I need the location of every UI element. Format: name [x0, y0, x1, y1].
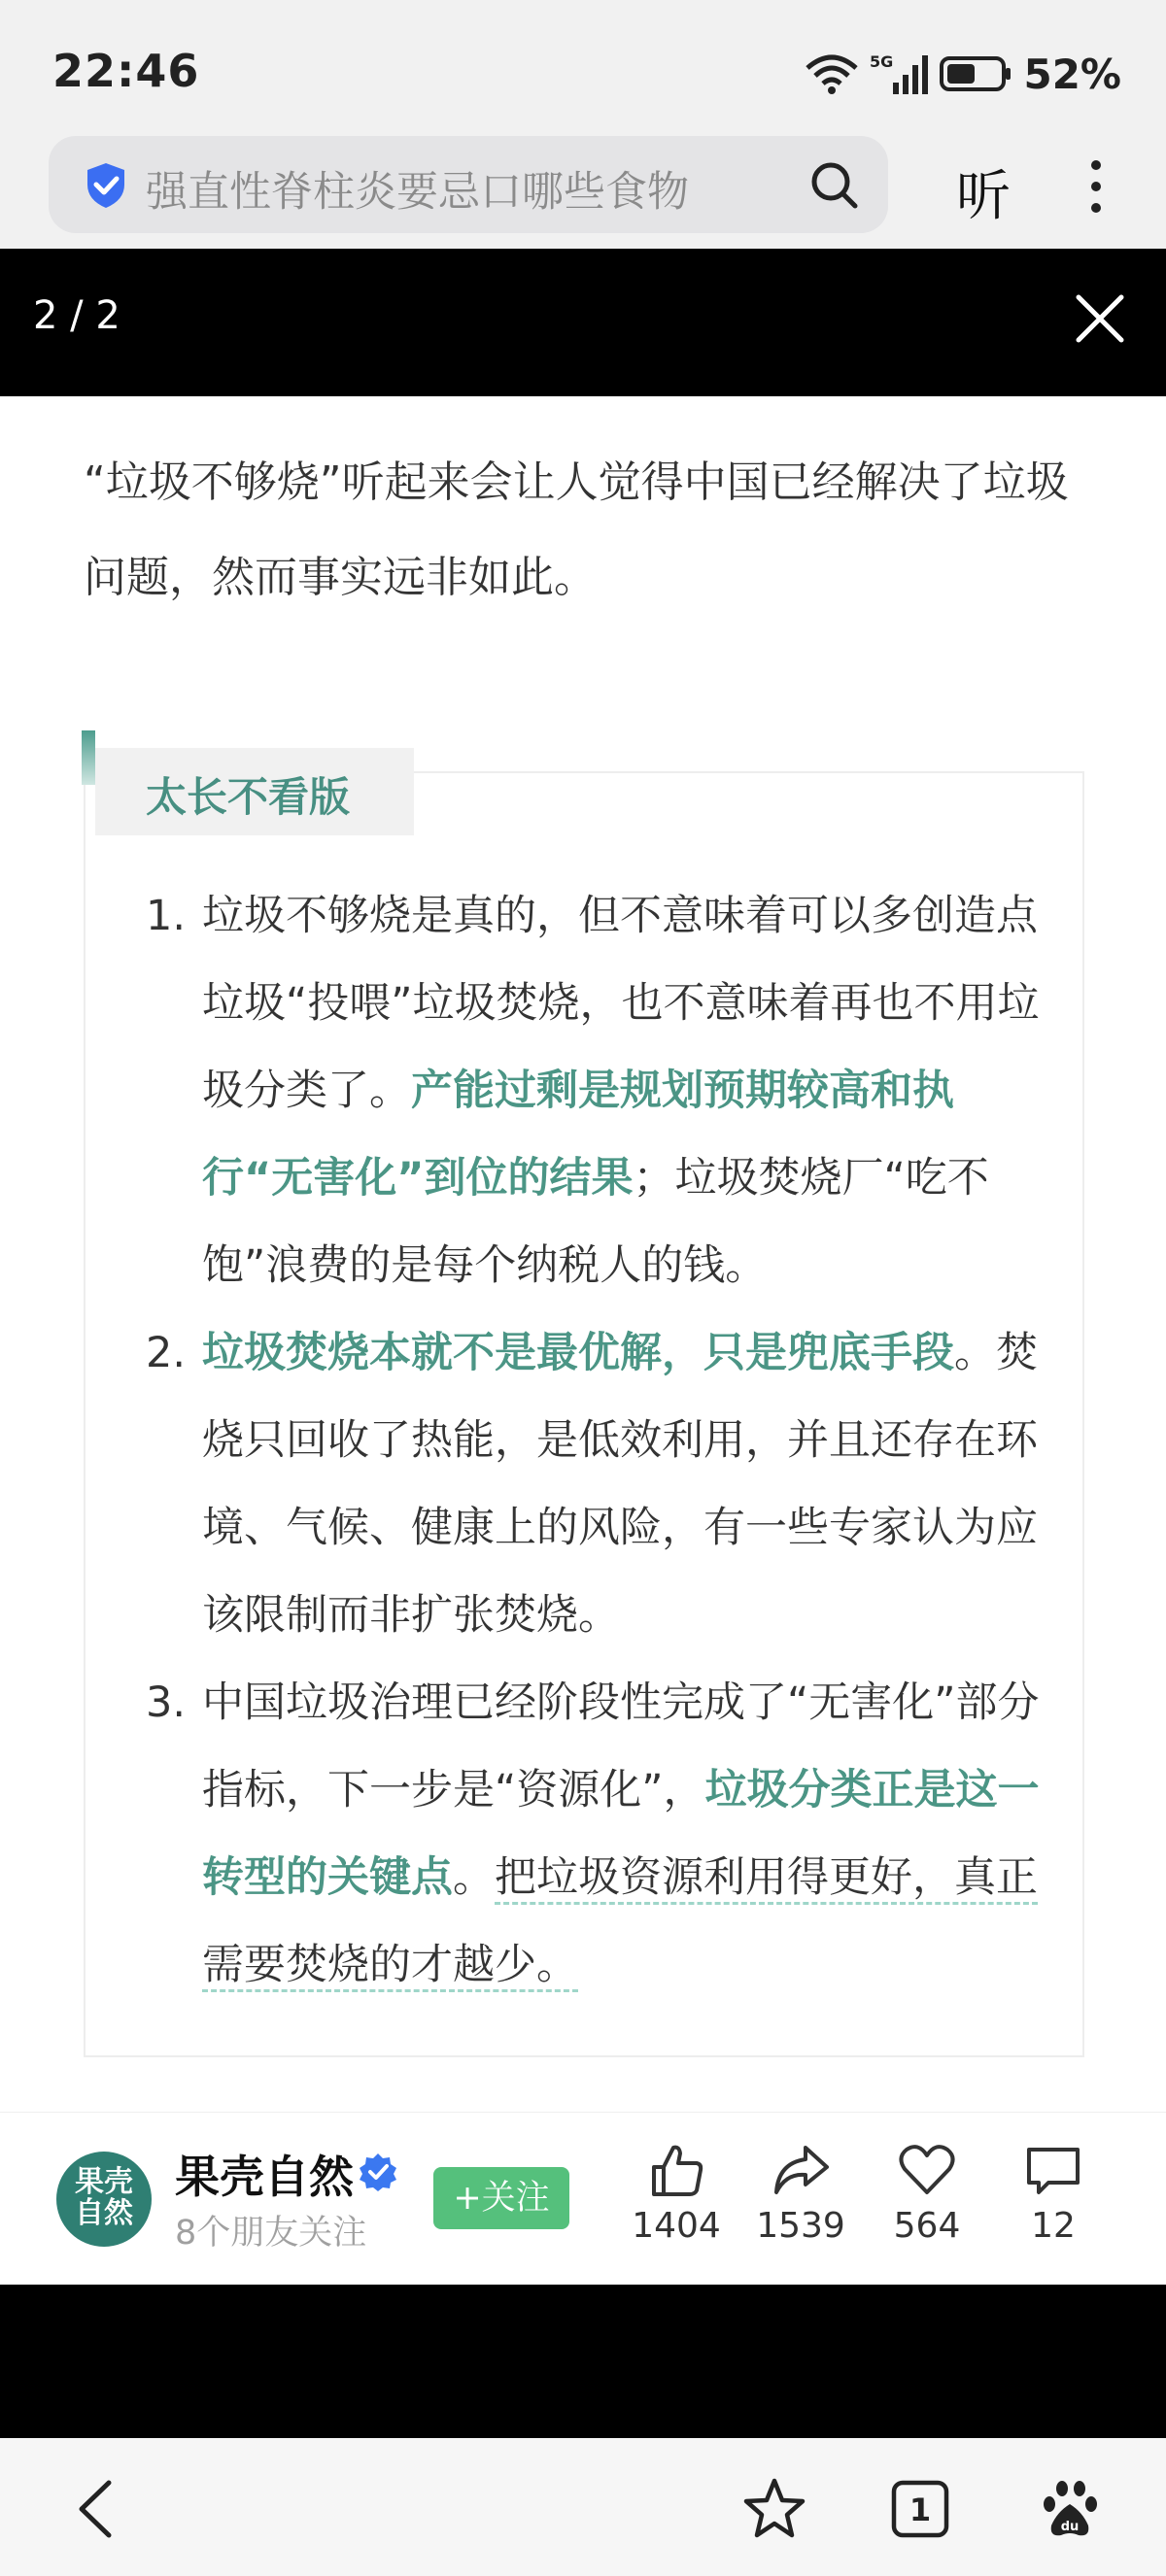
verified-badge-icon — [358, 2152, 398, 2192]
list-item — [146, 1659, 1040, 2009]
summary-list — [146, 872, 1040, 2009]
viewer-bottom-area — [0, 2285, 1166, 2438]
list-item-number: 2. — [146, 1329, 187, 1377]
status-icons — [804, 47, 1121, 101]
comment-button[interactable] — [1005, 2140, 1102, 2246]
list-item-number: 1. — [146, 892, 187, 940]
list-item-highlight: 产能过剩是规划预期较高和执行“无害化”到位的结果 — [202, 1067, 954, 1203]
summary-tag — [95, 748, 414, 835]
list-item-text: 。 — [453, 1853, 495, 1902]
search-icon[interactable] — [808, 159, 859, 210]
list-item-text: 垃圾不够烧是真的，但不意味着可以多创造点垃圾“投喂”垃圾焚烧，也不意味着再也不用垃圾分类了。 — [202, 892, 1040, 1115]
favorite-button[interactable] — [878, 2140, 976, 2246]
wifi-icon — [804, 52, 860, 95]
like-count: 1404 — [632, 2206, 721, 2246]
search-bar[interactable] — [49, 136, 888, 233]
search-query[interactable]: 强直性脊柱炎要忌口哪些食物 — [146, 168, 689, 217]
avatar-text: 果壳自然 — [75, 2165, 133, 2230]
author-action-bar — [0, 2112, 1166, 2285]
list-item-text: 。焚烧只回收了热能，是低效利用，并且还存在环境、气候、健康上的风险，有一些专家认为应该限制而非扩张焚烧。 — [202, 1329, 1038, 1640]
list-item-text: ；垃圾焚烧厂“吃不饱”浪费的是每个纳税人的钱。 — [202, 1154, 989, 1290]
status-time: 22:46 — [52, 45, 200, 97]
svg-text:5G: 5G — [870, 52, 894, 71]
status-bar — [0, 0, 1166, 136]
article-content — [0, 396, 1166, 2112]
summary-tag-label: 太长不看版 — [146, 773, 351, 821]
shield-icon — [84, 161, 128, 210]
search-header — [0, 136, 1166, 249]
close-icon[interactable] — [1069, 288, 1131, 350]
svg-text:du: du — [1060, 2520, 1080, 2534]
back-arrow-icon[interactable] — [64, 2475, 132, 2543]
heart-icon — [897, 2140, 957, 2200]
favorite-count: 564 — [893, 2206, 961, 2246]
share-button[interactable] — [752, 2140, 849, 2246]
battery-percent: 52% — [1023, 50, 1121, 98]
page-counter: 2 / 2 — [33, 293, 120, 338]
author-name[interactable]: 果壳自然 — [175, 2151, 354, 2203]
svg-text:1: 1 — [909, 2491, 932, 2528]
tabs-icon[interactable] — [886, 2475, 954, 2543]
more-menu-icon[interactable] — [1086, 157, 1106, 216]
list-item — [146, 872, 1040, 1309]
summary-tag-accent — [82, 730, 95, 785]
follow-button[interactable]: +关注 — [433, 2167, 569, 2229]
battery-icon — [940, 54, 1013, 93]
underlined-sentence[interactable]: 把垃圾资源利用得更好，真正需要焚烧的才越少。 — [202, 1853, 1038, 1992]
image-viewer-bar — [0, 249, 1166, 396]
share-count: 1539 — [756, 2206, 845, 2246]
list-item-highlight: 垃圾焚烧本就不是最优解，只是兜底手段 — [202, 1329, 954, 1377]
list-item-text: 中国垃圾治理已经阶段性完成了“无害化”部分指标，下一步是“资源化”， — [202, 1678, 1040, 1814]
list-item — [146, 1309, 1040, 1659]
avatar[interactable] — [56, 2152, 152, 2247]
list-item-number: 3. — [146, 1678, 187, 1727]
cellular-signal-icon — [870, 51, 930, 96]
listen-button[interactable]: 听 — [956, 165, 1011, 228]
bottom-nav-bar — [0, 2438, 1166, 2576]
list-item-highlight: 垃圾分类正是这一转型的关键点 — [202, 1766, 1040, 1902]
like-button[interactable] — [628, 2140, 725, 2246]
friends-following-count: 8个朋友关注 — [175, 2214, 367, 2253]
comment-icon — [1023, 2140, 1083, 2200]
baidu-paw-icon[interactable] — [1036, 2475, 1104, 2543]
intro-paragraph: “垃圾不够烧”听起来会让人觉得中国已经解决了垃圾问题，然而事实远非如此。 — [84, 458, 1069, 602]
comment-count: 12 — [1031, 2206, 1076, 2246]
share-icon — [771, 2140, 831, 2200]
thumbs-up-icon — [646, 2140, 706, 2200]
star-icon[interactable] — [740, 2475, 808, 2543]
